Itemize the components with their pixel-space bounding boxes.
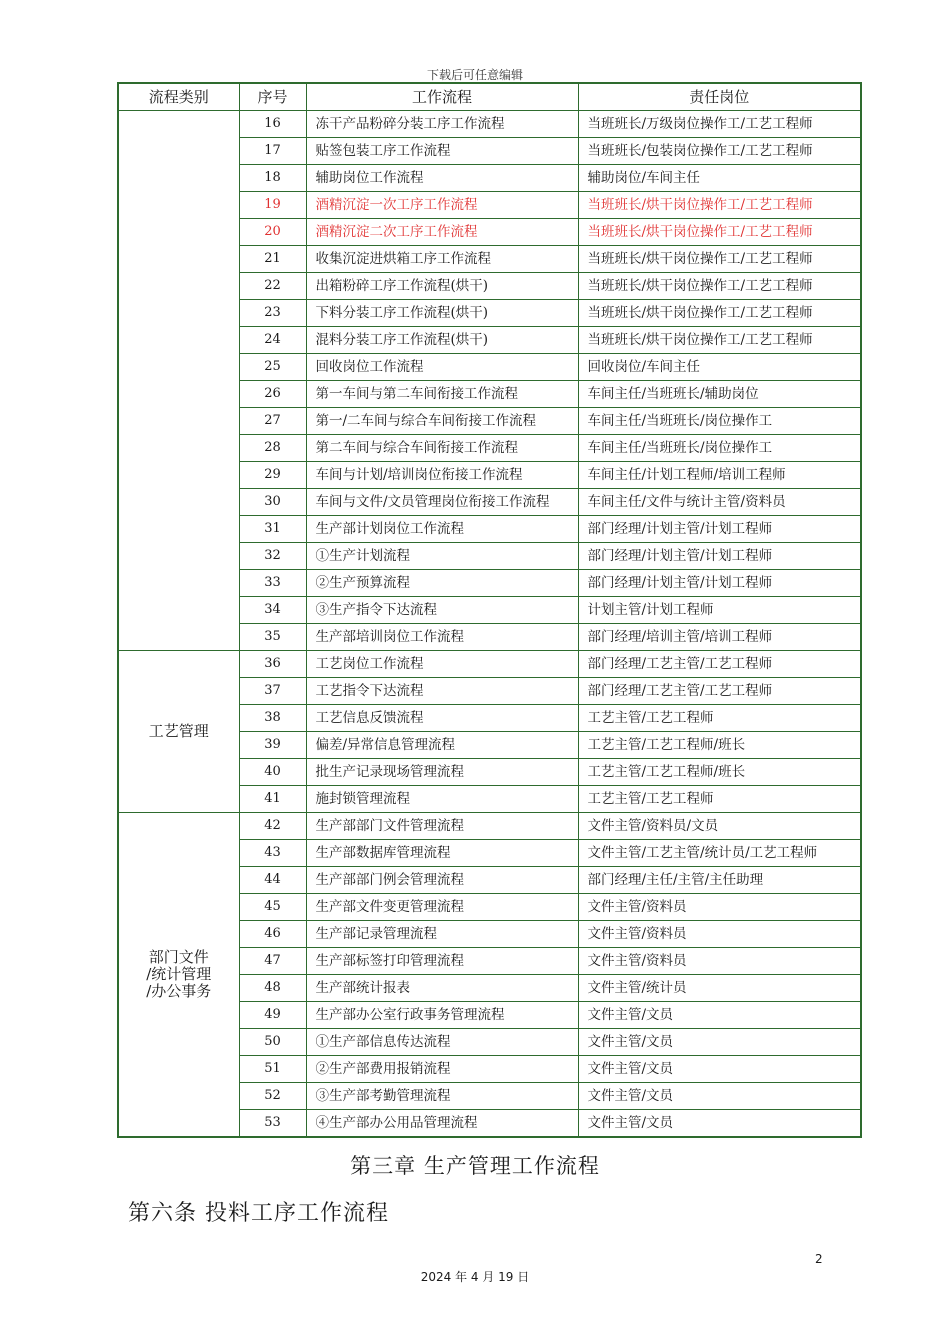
row-number: 38 <box>239 705 306 732</box>
row-role: 车间主任/当班班长/岗位操作工 <box>578 408 861 435</box>
row-role: 当班班长/包装岗位操作工/工艺工程师 <box>578 138 861 165</box>
footer-date: 2024 年 4 月 19 日 <box>420 1270 530 1284</box>
row-process: 酒精沉淀一次工序工作流程 <box>306 192 578 219</box>
row-number: 44 <box>239 867 306 894</box>
row-process: 贴签包装工序工作流程 <box>306 138 578 165</box>
row-role: 计划主管/计划工程师 <box>578 597 861 624</box>
row-role: 当班班长/万级岗位操作工/工艺工程师 <box>578 111 861 138</box>
row-role: 当班班长/烘干岗位操作工/工艺工程师 <box>578 246 861 273</box>
row-role: 工艺主管/工艺工程师 <box>578 705 861 732</box>
category-cell-first <box>118 111 239 651</box>
row-role: 当班班长/烘干岗位操作工/工艺工程师 <box>578 300 861 327</box>
row-process: 生产部数据库管理流程 <box>306 840 578 867</box>
row-process: ①生产计划流程 <box>306 543 578 570</box>
row-number: 42 <box>239 813 306 840</box>
category-line: /办公事务 <box>146 982 212 1000</box>
row-role: 部门经理/工艺主管/工艺工程师 <box>578 651 861 678</box>
row-process: 生产部统计报表 <box>306 975 578 1002</box>
row-process: 生产部文件变更管理流程 <box>306 894 578 921</box>
row-role: 工艺主管/工艺工程师 <box>578 786 861 813</box>
row-number: 19 <box>239 192 306 219</box>
row-process: 工艺岗位工作流程 <box>306 651 578 678</box>
row-role: 工艺主管/工艺工程师/班长 <box>578 759 861 786</box>
row-number: 43 <box>239 840 306 867</box>
row-process: 收集沉淀进烘箱工序工作流程 <box>306 246 578 273</box>
page-number: 2 <box>815 1252 823 1266</box>
row-process: 冻干产品粉碎分装工序工作流程 <box>306 111 578 138</box>
row-process: 施封锁管理流程 <box>306 786 578 813</box>
row-role: 部门经理/计划主管/计划工程师 <box>578 543 861 570</box>
row-process: 生产部计划岗位工作流程 <box>306 516 578 543</box>
row-number: 51 <box>239 1056 306 1083</box>
row-process: 下料分装工序工作流程(烘干) <box>306 300 578 327</box>
row-process: 生产部办公室行政事务管理流程 <box>306 1002 578 1029</box>
row-role: 文件主管/资料员 <box>578 948 861 975</box>
row-role: 文件主管/统计员 <box>578 975 861 1002</box>
row-number: 27 <box>239 408 306 435</box>
row-number: 52 <box>239 1083 306 1110</box>
row-role: 车间主任/文件与统计主管/资料员 <box>578 489 861 516</box>
row-role: 文件主管/资料员/文员 <box>578 813 861 840</box>
row-process: 偏差/异常信息管理流程 <box>306 732 578 759</box>
row-process: ③生产部考勤管理流程 <box>306 1083 578 1110</box>
row-role: 辅助岗位/车间主任 <box>578 165 861 192</box>
row-role: 工艺主管/工艺工程师/班长 <box>578 732 861 759</box>
row-process: ②生产预算流程 <box>306 570 578 597</box>
row-number: 24 <box>239 327 306 354</box>
row-process: 回收岗位工作流程 <box>306 354 578 381</box>
row-role: 当班班长/烘干岗位操作工/工艺工程师 <box>578 273 861 300</box>
row-number: 53 <box>239 1110 306 1138</box>
row-role: 当班班长/烘干岗位操作工/工艺工程师 <box>578 219 861 246</box>
row-role: 部门经理/计划主管/计划工程师 <box>578 516 861 543</box>
row-number: 21 <box>239 246 306 273</box>
row-process: 辅助岗位工作流程 <box>306 165 578 192</box>
row-number: 33 <box>239 570 306 597</box>
row-process: 工艺信息反馈流程 <box>306 705 578 732</box>
table-row <box>118 111 861 138</box>
row-number: 45 <box>239 894 306 921</box>
article-title: 第六条 投料工序工作流程 <box>128 1201 389 1226</box>
row-number: 16 <box>239 111 306 138</box>
header-role: 责任岗位 <box>578 83 861 111</box>
row-process: 生产部培训岗位工作流程 <box>306 624 578 651</box>
row-process: 出箱粉碎工序工作流程(烘干) <box>306 273 578 300</box>
row-number: 48 <box>239 975 306 1002</box>
row-number: 29 <box>239 462 306 489</box>
row-process: 生产部标签打印管理流程 <box>306 948 578 975</box>
row-role: 当班班长/烘干岗位操作工/工艺工程师 <box>578 192 861 219</box>
row-number: 31 <box>239 516 306 543</box>
row-number: 26 <box>239 381 306 408</box>
row-role: 部门经理/工艺主管/工艺工程师 <box>578 678 861 705</box>
row-role: 车间主任/计划工程师/培训工程师 <box>578 462 861 489</box>
row-number: 47 <box>239 948 306 975</box>
category-line: /统计管理 <box>146 965 212 983</box>
row-role: 文件主管/资料员 <box>578 894 861 921</box>
row-number: 30 <box>239 489 306 516</box>
row-number: 22 <box>239 273 306 300</box>
row-process: 第一/二车间与综合车间衔接工作流程 <box>306 408 578 435</box>
row-role: 部门经理/计划主管/计划工程师 <box>578 570 861 597</box>
row-role: 车间主任/当班班长/岗位操作工 <box>578 435 861 462</box>
row-number: 34 <box>239 597 306 624</box>
row-process: 生产部记录管理流程 <box>306 921 578 948</box>
header-number: 序号 <box>239 83 306 111</box>
table-body <box>118 111 861 1138</box>
row-role: 车间主任/当班班长/辅助岗位 <box>578 381 861 408</box>
row-number: 23 <box>239 300 306 327</box>
row-process: 酒精沉淀二次工序工作流程 <box>306 219 578 246</box>
row-number: 41 <box>239 786 306 813</box>
row-number: 25 <box>239 354 306 381</box>
row-process: 车间与计划/培训岗位衔接工作流程 <box>306 462 578 489</box>
row-number: 20 <box>239 219 306 246</box>
category-cell-office <box>118 813 239 1138</box>
row-number: 28 <box>239 435 306 462</box>
row-number: 49 <box>239 1002 306 1029</box>
row-role: 文件主管/文员 <box>578 1110 861 1138</box>
row-process: 生产部部门文件管理流程 <box>306 813 578 840</box>
row-process: ④生产部办公用品管理流程 <box>306 1110 578 1138</box>
header-category: 流程类别 <box>118 83 239 111</box>
table-row <box>118 651 861 678</box>
row-role: 部门经理/主任/主管/主任助理 <box>578 867 861 894</box>
row-role: 回收岗位/车间主任 <box>578 354 861 381</box>
row-process: 工艺指令下达流程 <box>306 678 578 705</box>
category-cell-craft: 工艺管理 <box>118 651 239 813</box>
category-line: 部门文件 <box>148 948 209 966</box>
row-number: 18 <box>239 165 306 192</box>
row-role: 文件主管/文员 <box>578 1056 861 1083</box>
row-role: 部门经理/培训主管/培训工程师 <box>578 624 861 651</box>
row-role: 文件主管/文员 <box>578 1029 861 1056</box>
row-number: 35 <box>239 624 306 651</box>
row-process: ①生产部信息传达流程 <box>306 1029 578 1056</box>
row-process: 批生产记录现场管理流程 <box>306 759 578 786</box>
row-number: 32 <box>239 543 306 570</box>
row-role: 当班班长/烘干岗位操作工/工艺工程师 <box>578 327 861 354</box>
row-process: 生产部部门例会管理流程 <box>306 867 578 894</box>
row-role: 文件主管/工艺主管/统计员/工艺工程师 <box>578 840 861 867</box>
row-process: 混料分装工序工作流程(烘干) <box>306 327 578 354</box>
row-process: ③生产指令下达流程 <box>306 597 578 624</box>
chapter-title: 第三章 生产管理工作流程 <box>350 1154 600 1178</box>
table-header-row <box>118 83 861 111</box>
row-number: 36 <box>239 651 306 678</box>
row-number: 39 <box>239 732 306 759</box>
row-number: 50 <box>239 1029 306 1056</box>
row-role: 文件主管/文员 <box>578 1083 861 1110</box>
row-process: 第二车间与综合车间衔接工作流程 <box>306 435 578 462</box>
header-note: 下载后可任意编辑 <box>426 68 523 82</box>
row-process: ②生产部费用报销流程 <box>306 1056 578 1083</box>
row-number: 17 <box>239 138 306 165</box>
row-number: 37 <box>239 678 306 705</box>
row-process: 车间与文件/文员管理岗位衔接工作流程 <box>306 489 578 516</box>
table-row <box>118 813 861 840</box>
row-role: 文件主管/资料员 <box>578 921 861 948</box>
row-process: 第一车间与第二车间衔接工作流程 <box>306 381 578 408</box>
row-role: 文件主管/文员 <box>578 1002 861 1029</box>
row-number: 46 <box>239 921 306 948</box>
process-table <box>117 82 862 1138</box>
row-number: 40 <box>239 759 306 786</box>
header-process: 工作流程 <box>306 83 578 111</box>
